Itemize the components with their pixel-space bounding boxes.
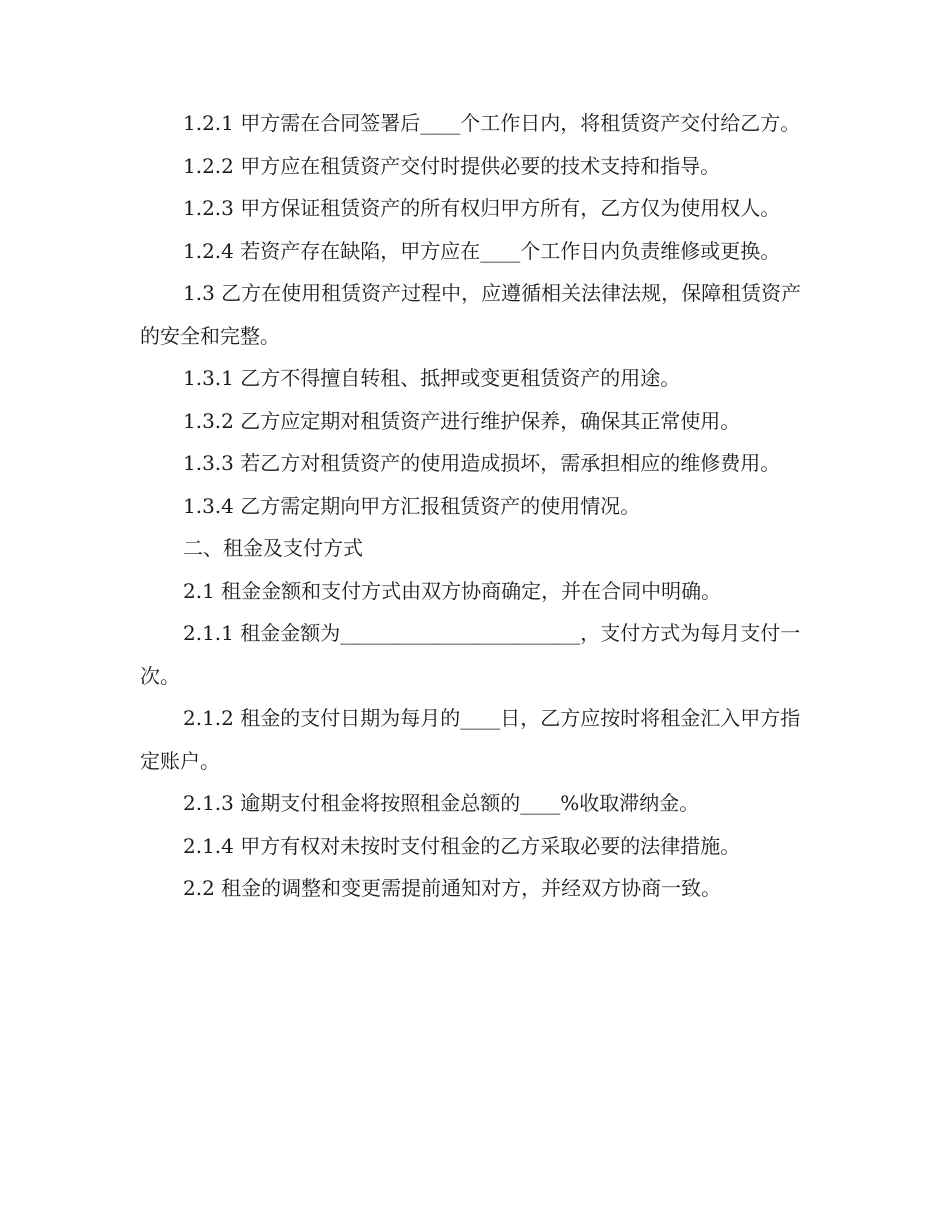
clause-2-1-2: 2.1.2 租金的支付日期为每月的____日，乙方应按时将租金汇入甲方指定账户。 [140,706,801,773]
clause-1-2-3: 1.2.3 甲方保证租赁资产的所有权归甲方所有，乙方仅为使用权人。 [183,196,781,220]
clause-1-2-4: 1.2.4 若资产存在缺陷，甲方应在____个工作日内负责维修或更换。 [183,238,781,263]
clause-2-1-3: 2.1.3 逾期支付租金将按照租金总额的____%收取滞纳金。 [183,791,700,815]
section-heading-rent: 二、租金及支付方式 [183,536,363,560]
clause-1-3-2: 1.3.2 乙方应定期对租赁资产进行维护保养，确保其正常使用。 [183,408,741,433]
clause-1-3-1: 1.3.1 乙方不得擅自转租、抵押或变更租赁资产的用途。 [183,366,681,390]
clause-2-2: 2.2 租金的调整和变更需提前通知对方，并经双方协商一致。 [183,876,722,900]
document-body [140,102,820,910]
clause-2-1-1: 2.1.1 租金金额为________________________，支付方式为每月支付一次。 [140,621,801,688]
clause-1-3-4: 1.3.4 乙方需定期向甲方汇报租赁资产的使用情况。 [183,493,641,518]
clause-1-3-3: 1.3.3 若乙方对租赁资产的使用造成损坏，需承担相应的维修费用。 [183,451,781,475]
clause-2-1: 2.1 租金金额和支付方式由双方协商确定，并在合同中明确。 [183,578,722,603]
clause-1-2-2: 1.2.2 甲方应在租赁资产交付时提供必要的技术支持和指导。 [183,153,721,178]
clause-1-3: 1.3 乙方在使用租赁资产过程中，应遵循相关法律法规，保障租赁资产的安全和完整。 [140,281,802,348]
clause-1-2-1: 1.2.1 甲方需在合同签署后____个工作日内，将租赁资产交付给乙方。 [183,111,801,135]
clause-2-1-4: 2.1.4 甲方有权对未按时支付租金的乙方采取必要的法律措施。 [183,833,741,858]
